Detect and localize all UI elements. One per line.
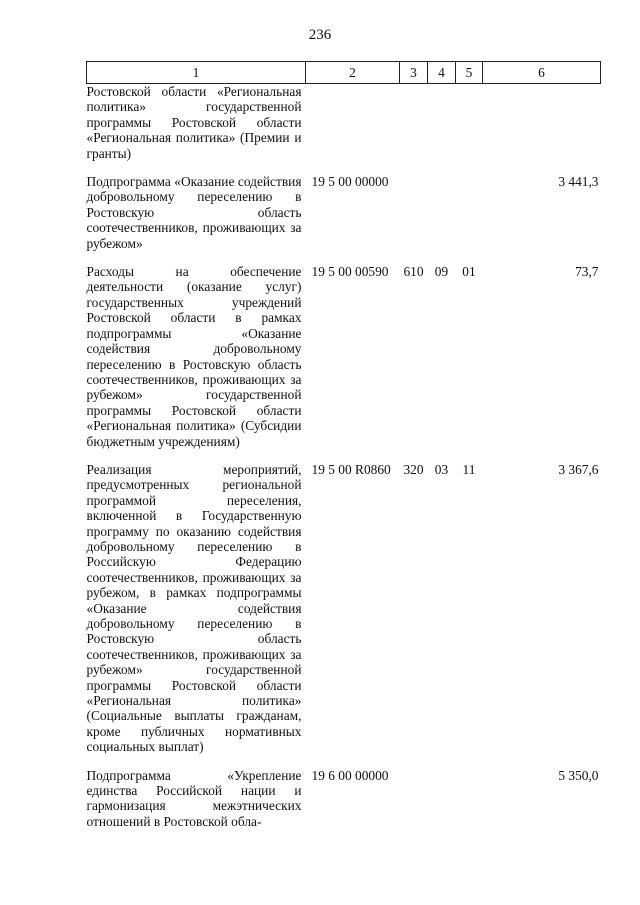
row-vr <box>400 161 428 251</box>
row-pr: 01 <box>462 264 476 280</box>
row-rz: 09 <box>434 264 449 280</box>
row-name: Ростовской области «Региональная политика» государственной программы Ростовской области «Региональная политика» (Премии и гранты) <box>86 84 302 161</box>
header-col-4: 4 <box>428 62 456 84</box>
header-col-5: 5 <box>456 62 483 84</box>
header-col-2: 2 <box>306 62 400 84</box>
row-rz: 03 <box>434 461 449 477</box>
table-row <box>87 755 601 830</box>
row-amount: 3 367,6 <box>558 461 599 477</box>
header-col-1: 1 <box>87 62 306 84</box>
table-row <box>87 161 601 251</box>
row-pr <box>456 161 483 251</box>
table-body <box>87 84 601 830</box>
row-pr <box>456 755 483 830</box>
row-name: Подпрограмма «Оказание содействия добровольному переселению в Ростовскую область соотечественников, проживающих за рубежом» <box>86 174 302 251</box>
table-row <box>87 449 601 755</box>
row-pr <box>456 84 483 162</box>
row-rz <box>428 755 456 830</box>
row-code <box>306 84 400 162</box>
row-vr <box>400 84 428 162</box>
row-vr <box>400 755 428 830</box>
row-amount: 73,7 <box>575 264 599 280</box>
page-number: 236 <box>308 27 332 43</box>
budget-table <box>86 61 601 829</box>
row-amount: 3 441,3 <box>558 174 599 190</box>
row-pr: 11 <box>462 461 476 477</box>
row-rz <box>428 84 456 162</box>
row-name: Подпрограмма «Укрепление единства Российской нации и гармонизация межэтнических отношений в Ростовской обла- <box>86 767 302 829</box>
row-code: 19 6 00 00000 <box>311 767 389 783</box>
row-code: 19 5 00 00000 <box>311 174 389 190</box>
row-rz <box>428 161 456 251</box>
table-header <box>87 62 601 84</box>
row-name: Расходы на обеспечение деятельности (оказание услуг) государственных учреждений Ростовской области в рамках подпрограммы «Оказание содействия добровольному переселению в Ростовскую область соотечественников, проживающих за рубежом» государственной программы Ростовской области «Региональная политика» (Субсидии бюджетным учреждениям) <box>86 264 302 449</box>
row-name: Реализация мероприятий, предусмотренных региональной программой переселения, включенной в Государственную программу по оказанию содействия добровольному переселению в Российскую Федерацию соотечественников, проживающих за рубежом, в рамках подпрограммы «Оказание содействия добровольному переселению в Ростовскую область соотечественников, проживающих за рубежом» государственной программы Ростовской области «Региональная политика» (Социальные выплаты гражданам, кроме публичных нормативных социальных выплат) <box>86 461 302 755</box>
table-row <box>87 251 601 449</box>
row-code: 19 5 00 00590 <box>311 264 389 280</box>
header-col-3: 3 <box>400 62 428 84</box>
header-col-6: 6 <box>483 62 601 84</box>
row-amount: 5 350,0 <box>558 767 599 783</box>
row-vr: 610 <box>403 264 424 280</box>
row-code: 19 5 00 R0860 <box>311 461 391 477</box>
table-row <box>87 84 601 162</box>
row-vr: 320 <box>403 461 424 477</box>
row-amount <box>483 84 601 162</box>
